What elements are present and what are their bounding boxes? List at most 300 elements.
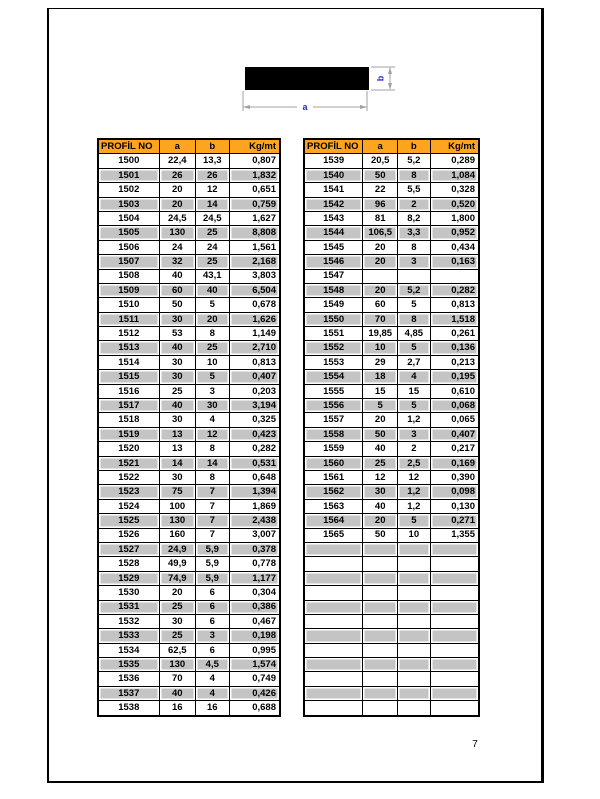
table-cell: 50	[363, 168, 398, 182]
table-cell: 1515	[98, 370, 159, 384]
table-cell: 16	[195, 701, 229, 716]
table-row	[98, 528, 280, 542]
table-row	[304, 355, 479, 369]
table-cell: 1562	[304, 485, 363, 499]
table-cell: 5,9	[195, 557, 229, 571]
table-cell: 1538	[98, 701, 159, 716]
table-row	[304, 168, 479, 182]
column-header-kgmt: Kg/mt	[229, 139, 280, 154]
table-cell: 0,813	[229, 355, 280, 369]
table-cell: 40	[195, 283, 229, 297]
table-row	[98, 542, 280, 556]
table-cell: 0,213	[430, 355, 479, 369]
table-cell: 0,068	[430, 399, 479, 413]
table-cell: 3,007	[229, 528, 280, 542]
table-cell: 32	[159, 255, 195, 269]
table-cell: 40	[159, 686, 195, 700]
table-row	[304, 283, 479, 297]
table-cell	[363, 614, 398, 628]
table-row	[98, 600, 280, 614]
table-row	[304, 528, 479, 542]
table-cell: 43,1	[195, 269, 229, 283]
table-row	[98, 672, 280, 686]
table-cell: 1521	[98, 456, 159, 470]
table-cell	[304, 701, 363, 716]
table-cell: 130	[159, 658, 195, 672]
table-cell: 6	[195, 614, 229, 628]
table-cell: 0,289	[430, 154, 479, 168]
table-cell: 0,407	[229, 370, 280, 384]
table-cell	[363, 571, 398, 585]
table-cell: 3,3	[398, 226, 430, 240]
table-cell	[363, 600, 398, 614]
table-row	[98, 298, 280, 312]
table-cell: 5	[398, 298, 430, 312]
table-cell: 74,9	[159, 571, 195, 585]
table-row	[98, 586, 280, 600]
table-cell: 0,648	[229, 470, 280, 484]
table-cell: 0,328	[430, 183, 479, 197]
table-header-row	[98, 139, 280, 154]
table-cell: 0,198	[229, 629, 280, 643]
table-cell	[398, 701, 430, 716]
table-cell: 1,084	[430, 168, 479, 182]
table-cell: 20	[159, 586, 195, 600]
table-cell: 30	[159, 370, 195, 384]
table-cell: 5	[398, 341, 430, 355]
table-cell: 130	[159, 226, 195, 240]
table-cell: 5	[195, 298, 229, 312]
table-cell: 24,9	[159, 542, 195, 556]
table-row	[304, 240, 479, 254]
table-cell: 40	[159, 341, 195, 355]
table-cell	[430, 600, 479, 614]
table-cell	[398, 586, 430, 600]
table-cell: 1,149	[229, 327, 280, 341]
table-cell	[398, 629, 430, 643]
profile-table-right	[303, 138, 480, 717]
table-cell: 1551	[304, 327, 363, 341]
table-cell: 25	[159, 384, 195, 398]
table-cell: 8,2	[398, 211, 430, 225]
table-cell: 130	[159, 514, 195, 528]
table-cell: 13,3	[195, 154, 229, 168]
table-cell	[363, 672, 398, 686]
table-cell: 19,85	[363, 327, 398, 341]
table-cell: 49,9	[159, 557, 195, 571]
table-cell: 1553	[304, 355, 363, 369]
table-cell: 8,808	[229, 226, 280, 240]
table-cell: 1,574	[229, 658, 280, 672]
table-cell: 62,5	[159, 643, 195, 657]
table-cell: 20	[159, 183, 195, 197]
table-cell: 0,282	[229, 442, 280, 456]
table-cell: 8	[195, 327, 229, 341]
table-cell: 25	[195, 341, 229, 355]
table-cell	[304, 542, 363, 556]
table-cell: 0,407	[430, 427, 479, 441]
table-cell	[363, 542, 398, 556]
table-row	[98, 154, 280, 168]
table-cell: 30	[363, 485, 398, 499]
table-cell: 1,177	[229, 571, 280, 585]
table-cell: 1546	[304, 255, 363, 269]
table-cell: 1500	[98, 154, 159, 168]
table-cell: 5	[398, 399, 430, 413]
table-row	[304, 470, 479, 484]
table-cell: 20	[195, 312, 229, 326]
table-cell: 0,390	[430, 470, 479, 484]
table-cell	[304, 658, 363, 672]
table-cell: 1519	[98, 427, 159, 441]
profile-table-left	[97, 138, 281, 717]
table-cell: 8	[398, 312, 430, 326]
table-cell: 1520	[98, 442, 159, 456]
table-cell: 8	[195, 442, 229, 456]
table-cell: 2,7	[398, 355, 430, 369]
table-cell: 1504	[98, 211, 159, 225]
table-cell: 25	[159, 629, 195, 643]
table-row	[98, 686, 280, 700]
table-cell	[430, 586, 479, 600]
table-cell: 30	[159, 470, 195, 484]
table-cell	[398, 658, 430, 672]
table-cell	[363, 643, 398, 657]
table-cell: 12	[195, 183, 229, 197]
table-cell: 6	[195, 586, 229, 600]
table-cell: 0,467	[229, 614, 280, 628]
table-cell: 1527	[98, 542, 159, 556]
table-cell: 5	[195, 370, 229, 384]
table-cell: 18	[363, 370, 398, 384]
table-cell: 0,952	[430, 226, 479, 240]
table-cell: 1554	[304, 370, 363, 384]
table-row	[304, 586, 479, 600]
table-cell	[304, 686, 363, 700]
table-cell: 24	[159, 240, 195, 254]
table-cell: 30	[159, 355, 195, 369]
table-cell: 1542	[304, 197, 363, 211]
table-cell	[398, 542, 430, 556]
table-cell: 1524	[98, 499, 159, 513]
table-cell: 100	[159, 499, 195, 513]
table-cell: 1537	[98, 686, 159, 700]
table-row	[98, 413, 280, 427]
table-row	[98, 312, 280, 326]
table-row	[304, 312, 479, 326]
table-cell	[430, 643, 479, 657]
table-cell: 20	[363, 240, 398, 254]
table-cell: 30	[159, 413, 195, 427]
table-row	[98, 514, 280, 528]
table-cell: 1,561	[229, 240, 280, 254]
table-cell: 22,4	[159, 154, 195, 168]
table-cell	[430, 672, 479, 686]
table-cell: 12	[398, 470, 430, 484]
table-row	[98, 341, 280, 355]
table-row	[304, 442, 479, 456]
table-cell: 0,678	[229, 298, 280, 312]
table-cell: 50	[159, 298, 195, 312]
table-cell: 16	[159, 701, 195, 716]
table-cell: 1,2	[398, 485, 430, 499]
table-cell	[398, 557, 430, 571]
table-cell: 1505	[98, 226, 159, 240]
table-cell: 7	[195, 528, 229, 542]
dim-label-b: b	[375, 75, 386, 82]
table-row	[98, 183, 280, 197]
table-cell: 5	[398, 514, 430, 528]
table-cell: 14	[195, 197, 229, 211]
table-cell: 40	[159, 399, 195, 413]
table-cell: 1530	[98, 586, 159, 600]
table-cell: 1,626	[229, 312, 280, 326]
table-cell: 3	[195, 629, 229, 643]
table-cell: 1535	[98, 658, 159, 672]
table-row	[304, 399, 479, 413]
table-row	[98, 226, 280, 240]
table-cell: 30	[195, 399, 229, 413]
table-cell	[398, 672, 430, 686]
table-cell: 0,271	[430, 514, 479, 528]
table-cell: 1512	[98, 327, 159, 341]
table-cell: 15	[398, 384, 430, 398]
table-cell: 1533	[98, 629, 159, 643]
table-row	[304, 341, 479, 355]
table-cell: 0,378	[229, 542, 280, 556]
table-cell: 20	[159, 197, 195, 211]
table-cell: 50	[363, 528, 398, 542]
table-cell: 60	[363, 298, 398, 312]
table-row	[98, 370, 280, 384]
table-cell: 40	[363, 499, 398, 513]
table-row	[98, 269, 280, 283]
table-cell: 2,5	[398, 456, 430, 470]
table-cell: 13	[159, 427, 195, 441]
column-header-b: b	[195, 139, 229, 154]
table-cell: 20	[363, 514, 398, 528]
table-cell: 0,749	[229, 672, 280, 686]
table-cell: 0,098	[430, 485, 479, 499]
table-cell: 1565	[304, 528, 363, 542]
table-cell: 53	[159, 327, 195, 341]
table-cell: 25	[159, 600, 195, 614]
table-row	[98, 240, 280, 254]
column-header-kgmt: Kg/mt	[430, 139, 479, 154]
table-row	[304, 514, 479, 528]
table-cell: 4,85	[398, 327, 430, 341]
table-cell	[398, 600, 430, 614]
table-row	[304, 686, 479, 700]
table-row	[304, 600, 479, 614]
table-cell: 0,282	[430, 283, 479, 297]
table-cell: 4	[195, 686, 229, 700]
table-cell: 25	[195, 226, 229, 240]
table-header-row	[304, 139, 479, 154]
table-cell: 1550	[304, 312, 363, 326]
table-cell: 50	[363, 427, 398, 441]
table-cell: 40	[159, 269, 195, 283]
table-cell: 1,2	[398, 499, 430, 513]
table-cell: 2	[398, 197, 430, 211]
table-row	[98, 327, 280, 341]
table-row	[304, 154, 479, 168]
table-row	[98, 614, 280, 628]
table-cell: 1513	[98, 341, 159, 355]
table-cell: 1532	[98, 614, 159, 628]
table-row	[304, 197, 479, 211]
table-cell	[363, 629, 398, 643]
table-cell: 10	[398, 528, 430, 542]
table-cell: 20	[363, 413, 398, 427]
table-cell	[304, 557, 363, 571]
table-cell: 2,168	[229, 255, 280, 269]
table-row	[98, 384, 280, 398]
table-cell	[363, 586, 398, 600]
table-row	[304, 384, 479, 398]
table-cell: 0,610	[430, 384, 479, 398]
table-cell: 1557	[304, 413, 363, 427]
table-row	[98, 399, 280, 413]
table-cell: 7	[195, 485, 229, 499]
table-cell	[363, 701, 398, 716]
table-cell: 81	[363, 211, 398, 225]
table-cell: 0,130	[430, 499, 479, 513]
table-cell: 1508	[98, 269, 159, 283]
table-cell: 8	[398, 168, 430, 182]
table-row	[304, 629, 479, 643]
table-row	[304, 456, 479, 470]
table-cell: 5,2	[398, 154, 430, 168]
table-cell: 1522	[98, 470, 159, 484]
table-cell	[398, 643, 430, 657]
table-cell	[304, 586, 363, 600]
table-cell	[430, 614, 479, 628]
table-cell: 1514	[98, 355, 159, 369]
table-row	[304, 571, 479, 585]
table-cell: 0,163	[430, 255, 479, 269]
table-cell	[304, 643, 363, 657]
table-cell: 7	[195, 499, 229, 513]
table-cell: 1502	[98, 183, 159, 197]
table-row	[304, 485, 479, 499]
table-cell: 1534	[98, 643, 159, 657]
table-row	[304, 542, 479, 556]
table-cell: 10	[195, 355, 229, 369]
table-row	[98, 211, 280, 225]
table-cell	[430, 658, 479, 672]
table-cell: 1517	[98, 399, 159, 413]
table-row	[98, 442, 280, 456]
table-cell: 14	[159, 456, 195, 470]
table-cell: 1548	[304, 283, 363, 297]
table-row	[304, 658, 479, 672]
table-cell: 5,9	[195, 542, 229, 556]
table-cell: 25	[195, 255, 229, 269]
table-cell: 0,531	[229, 456, 280, 470]
table-cell: 160	[159, 528, 195, 542]
table-cell: 1529	[98, 571, 159, 585]
table-row	[98, 701, 280, 716]
table-cell: 1516	[98, 384, 159, 398]
table-cell: 20	[363, 283, 398, 297]
table-cell: 0,995	[229, 643, 280, 657]
table-cell: 1563	[304, 499, 363, 513]
table-cell: 26	[195, 168, 229, 182]
table-cell: 1509	[98, 283, 159, 297]
table-cell: 0,778	[229, 557, 280, 571]
table-cell: 0,426	[229, 686, 280, 700]
table-cell	[430, 701, 479, 716]
table-cell: 14	[195, 456, 229, 470]
table-cell	[398, 269, 430, 283]
table-row	[98, 283, 280, 297]
table-row	[304, 255, 479, 269]
table-cell: 0,520	[430, 197, 479, 211]
table-cell: 2,710	[229, 341, 280, 355]
table-cell: 1560	[304, 456, 363, 470]
table-cell	[430, 686, 479, 700]
table-cell	[304, 672, 363, 686]
table-cell: 1541	[304, 183, 363, 197]
table-cell: 5,5	[398, 183, 430, 197]
table-cell: 1,355	[430, 528, 479, 542]
table-row	[304, 413, 479, 427]
table-cell: 0,136	[430, 341, 479, 355]
table-row	[304, 557, 479, 571]
table-row	[304, 672, 479, 686]
table-cell: 6	[195, 643, 229, 657]
table-cell: 30	[159, 614, 195, 628]
table-cell: 1503	[98, 197, 159, 211]
table-cell: 0,813	[430, 298, 479, 312]
column-header-profil-no: PROFİL NO	[98, 139, 159, 154]
table-cell	[430, 629, 479, 643]
table-cell: 5,9	[195, 571, 229, 585]
page-number: 7	[472, 739, 478, 750]
table-cell: 24	[195, 240, 229, 254]
table-row	[98, 557, 280, 571]
table-cell: 20	[363, 255, 398, 269]
table-cell: 1564	[304, 514, 363, 528]
table-cell: 8	[195, 470, 229, 484]
table-cell: 0,217	[430, 442, 479, 456]
table-row	[98, 485, 280, 499]
table-cell: 1552	[304, 341, 363, 355]
table-cell	[430, 571, 479, 585]
table-cell: 25	[363, 456, 398, 470]
table-cell	[430, 557, 479, 571]
table-cell	[304, 571, 363, 585]
table-cell: 1507	[98, 255, 159, 269]
table-cell: 3,194	[229, 399, 280, 413]
table-cell: 0,065	[430, 413, 479, 427]
table-cell: 12	[363, 470, 398, 484]
table-cell: 1,394	[229, 485, 280, 499]
profile-shape-diagram	[238, 58, 408, 116]
table-row	[304, 614, 479, 628]
table-cell: 1,518	[430, 312, 479, 326]
column-header-profil-no: PROFİL NO	[304, 139, 363, 154]
table-cell: 1540	[304, 168, 363, 182]
table-cell: 70	[363, 312, 398, 326]
table-cell: 1543	[304, 211, 363, 225]
table-row	[304, 327, 479, 341]
table-row	[98, 427, 280, 441]
table-row	[304, 701, 479, 716]
column-header-a: a	[159, 139, 195, 154]
table-cell: 29	[363, 355, 398, 369]
